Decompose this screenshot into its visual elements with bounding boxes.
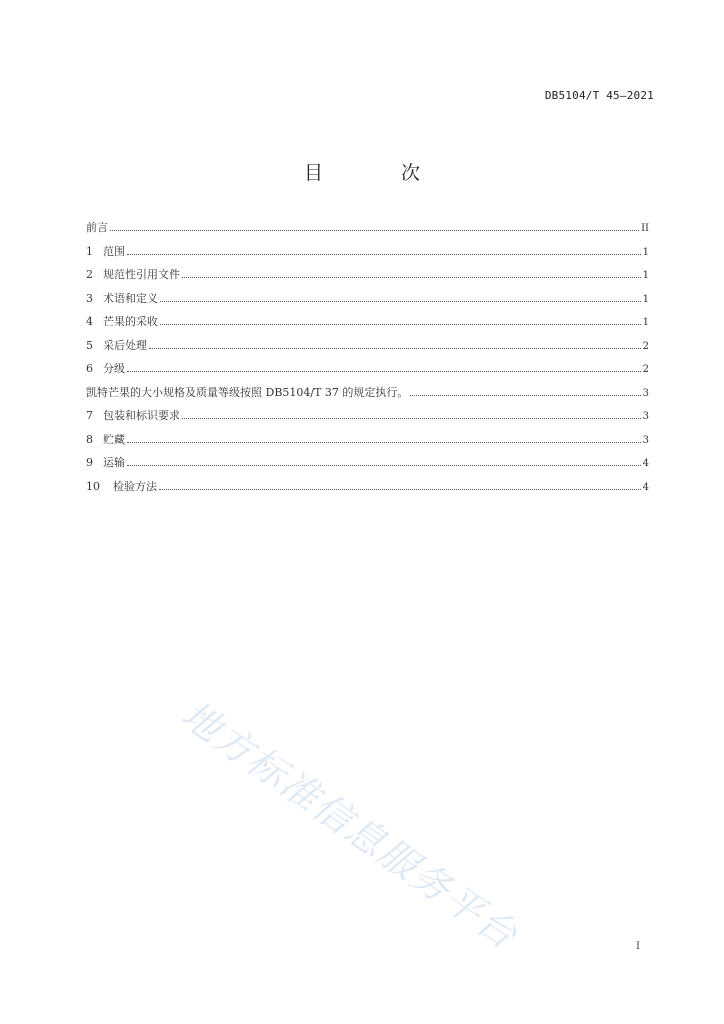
toc-entry-5[interactable] <box>86 337 649 361</box>
toc-entry-7[interactable] <box>86 407 649 431</box>
toc-entry-number: 8 <box>86 432 93 446</box>
toc-entry-label: 包装和标识要求 <box>103 409 180 422</box>
toc-entry-page: 4 <box>642 458 649 469</box>
toc-entry-number: 3 <box>86 291 93 305</box>
toc-dot-leader <box>410 395 640 396</box>
toc-entry-1[interactable] <box>86 243 649 267</box>
watermark: 地方标准信息服务平台 <box>173 692 527 958</box>
toc-entry-page: 1 <box>642 246 649 258</box>
toc-entry-label: 芒果的采收 <box>103 315 158 328</box>
toc-entry-page: 1 <box>642 293 649 305</box>
page-number: I <box>636 941 640 952</box>
toc-entry-10[interactable] <box>86 478 649 502</box>
toc-dot-leader <box>182 418 641 419</box>
toc-dot-leader <box>127 254 641 255</box>
toc-dot-leader <box>127 465 641 466</box>
toc-entry-page: 3 <box>642 434 649 446</box>
toc-entry-page: 1 <box>642 270 649 281</box>
toc-entry-label: 规范性引用文件 <box>103 268 180 281</box>
toc-entry-number: 2 <box>86 268 93 281</box>
toc-entry-4[interactable] <box>86 313 649 337</box>
toc-entry-8[interactable] <box>86 431 649 455</box>
toc-entry-page: 3 <box>642 387 649 399</box>
toc-dot-leader <box>110 230 639 231</box>
toc-entry-label: 前言 <box>86 221 108 234</box>
toc-entry-number: 4 <box>86 315 93 328</box>
toc-dot-leader <box>160 301 641 302</box>
toc-entry-label: 运输 <box>103 456 125 469</box>
toc-entry-label: 分级 <box>103 362 125 375</box>
toc-entry-label: 术语和定义 <box>103 291 158 305</box>
toc-entry-label: 贮藏 <box>103 432 125 446</box>
toc-entry-label: 范围 <box>103 244 125 258</box>
page-title: 目 次 <box>303 162 457 184</box>
toc-entry-grading-note[interactable] <box>86 384 649 408</box>
toc-entry-6[interactable] <box>86 360 649 384</box>
toc-entry-page: 2 <box>642 364 649 375</box>
toc-entry-page: 1 <box>642 317 649 328</box>
table-of-contents <box>86 219 649 501</box>
toc-dot-leader <box>159 489 641 490</box>
toc-entry-number: 9 <box>86 456 93 469</box>
toc-entry-foreword[interactable] <box>86 219 649 243</box>
toc-entry-9[interactable] <box>86 454 649 478</box>
toc-entry-number: 10 <box>86 479 100 493</box>
toc-dot-leader <box>182 277 641 278</box>
toc-dot-leader <box>160 324 641 325</box>
toc-entry-number: 6 <box>86 362 93 375</box>
toc-dot-leader <box>127 371 641 372</box>
toc-entry-number: 5 <box>86 338 93 352</box>
toc-dot-leader <box>149 348 641 349</box>
document-code: DB5104/T 45—2021 <box>544 89 654 102</box>
toc-entry-label: 采后处理 <box>103 338 147 352</box>
toc-entry-label: 凯特芒果的大小规格及质量等级按照 DB5104/T 37 的规定执行。 <box>86 385 409 399</box>
toc-entry-page: II <box>641 223 649 234</box>
toc-entry-3[interactable] <box>86 290 649 314</box>
toc-entry-number: 1 <box>86 244 93 258</box>
toc-entry-2[interactable] <box>86 266 649 290</box>
toc-entry-page: 2 <box>642 340 649 352</box>
toc-entry-label: 检验方法 <box>113 479 157 493</box>
toc-entry-page: 3 <box>642 411 649 422</box>
toc-dot-leader <box>127 442 641 443</box>
toc-entry-number: 7 <box>86 409 93 422</box>
toc-entry-page: 4 <box>642 481 649 493</box>
